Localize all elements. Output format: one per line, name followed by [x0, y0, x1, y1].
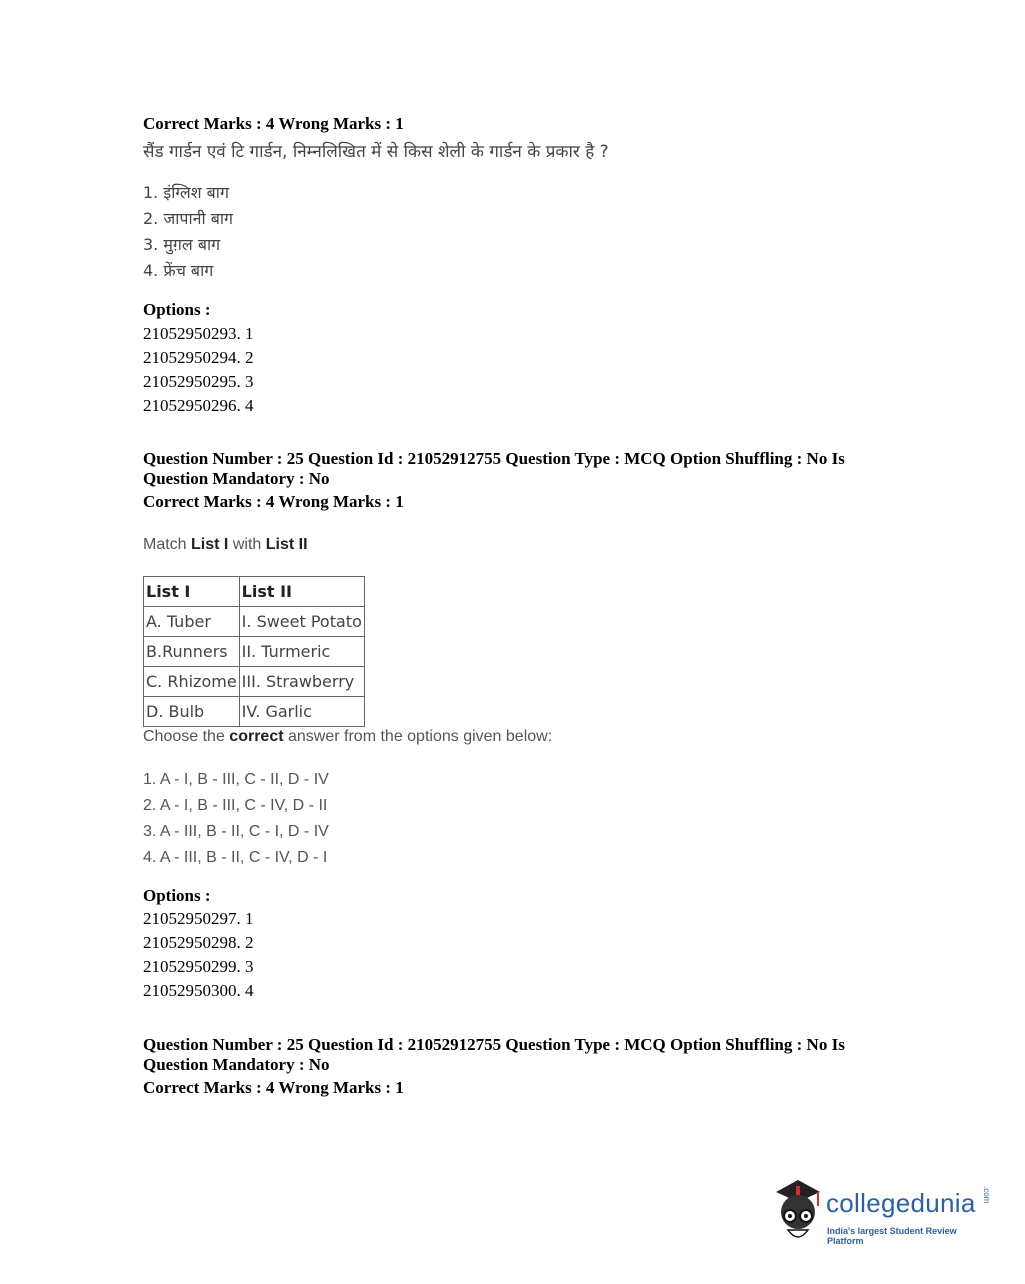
- options-list: [143, 322, 254, 418]
- marks-line: Correct Marks : 4 Wrong Marks : 1: [143, 492, 404, 511]
- marks-line: Correct Marks : 4 Wrong Marks : 1: [143, 114, 404, 133]
- logo-wordmark: collegedunia: [826, 1188, 976, 1218]
- table-cell: III. Strawberry: [239, 667, 364, 697]
- choice-item: 1. इंग्लिश बाग: [143, 183, 229, 202]
- match-text: with: [232, 536, 262, 553]
- choice-item: 3. मुग़ल बाग: [143, 235, 221, 254]
- options-list: [143, 907, 254, 1003]
- question-header: [143, 1035, 845, 1075]
- option-item: 21052950296. 4: [143, 396, 254, 415]
- collegedunia-logo: [768, 1178, 993, 1248]
- answer-choices: [143, 180, 233, 284]
- choose-bold: correct: [229, 728, 284, 745]
- table-cell: IV. Garlic: [239, 697, 364, 727]
- table-cell: C. Rhizome: [144, 667, 240, 697]
- table-row: [144, 697, 365, 727]
- option-item: 21052950299. 3: [143, 957, 254, 976]
- match-instruction: [143, 536, 308, 554]
- table-row: [144, 607, 365, 637]
- question-header: [143, 449, 845, 489]
- choice-item: 1. A - I, B - III, C - II, D - IV: [143, 771, 329, 788]
- table-row: [144, 637, 365, 667]
- table-cell: B.Runners: [144, 637, 240, 667]
- table-header-row: [144, 577, 365, 607]
- match-list2: List II: [265, 536, 308, 553]
- choice-item: 2. A - I, B - III, C - IV, D - II: [143, 797, 328, 814]
- option-item: 21052950294. 2: [143, 348, 254, 367]
- choose-text: answer from the options given below:: [288, 728, 553, 745]
- question-header-line: Question Mandatory : No: [143, 1055, 330, 1074]
- logo-com: .com: [982, 1186, 991, 1204]
- choice-item: 2. जापानी बाग: [143, 209, 233, 228]
- option-item: 21052950295. 3: [143, 372, 254, 391]
- options-label: Options :: [143, 300, 211, 319]
- match-table-wrapper: [143, 576, 365, 727]
- table-row: [144, 667, 365, 697]
- table-cell: II. Turmeric: [239, 637, 364, 667]
- option-item: 21052950297. 1: [143, 909, 254, 928]
- choice-item: 3. A - III, B - II, C - I, D - IV: [143, 823, 329, 840]
- options-label: Options :: [143, 886, 211, 905]
- mascot-icon: [768, 1178, 828, 1248]
- answer-choices: [143, 767, 329, 871]
- question-header-line: Question Number : 25 Question Id : 21052912755 Question Type : MCQ Option Shuffling : No Is: [143, 1035, 845, 1054]
- choice-item: 4. A - III, B - II, C - IV, D - I: [143, 849, 328, 866]
- option-item: 21052950298. 2: [143, 933, 254, 952]
- match-table: [143, 576, 365, 727]
- option-item: 21052950293. 1: [143, 324, 254, 343]
- marks-line: Correct Marks : 4 Wrong Marks : 1: [143, 1078, 404, 1097]
- table-header: List II: [239, 577, 364, 607]
- question-header-line: Question Mandatory : No: [143, 469, 330, 488]
- question-text: सैंड गार्डन एवं टि गार्डन, निम्नलिखित में से किस शेली के गार्डन के प्रकार है ?: [143, 142, 609, 162]
- choice-item: 4. फ्रेंच बाग: [143, 261, 214, 280]
- choose-instruction: [143, 728, 552, 746]
- question-header-line: Question Number : 25 Question Id : 21052912755 Question Type : MCQ Option Shuffling : No Is: [143, 449, 845, 468]
- table-header: List I: [144, 577, 240, 607]
- logo-tagline: India's largest Student Review Platform: [827, 1226, 957, 1246]
- match-list1: List I: [191, 536, 229, 553]
- table-cell: D. Bulb: [144, 697, 240, 727]
- table-cell: A. Tuber: [144, 607, 240, 637]
- option-item: 21052950300. 4: [143, 981, 254, 1000]
- match-text: Match: [143, 536, 187, 553]
- table-cell: I. Sweet Potato: [239, 607, 364, 637]
- choose-text: Choose the: [143, 728, 225, 745]
